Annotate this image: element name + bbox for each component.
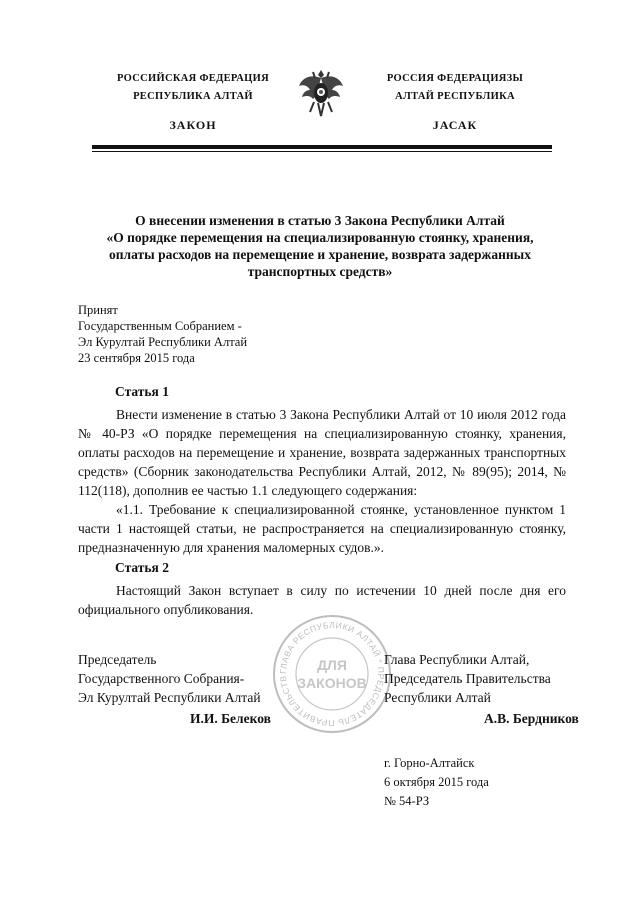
law-title-line4: транспортных средств»: [247, 264, 393, 279]
header-right-kind: ЈАСАК: [432, 118, 478, 132]
stamp-ring-text: ГЛАВА РЕСПУБЛИКИ АЛТАЙ * ПРЕДСЕДАТЕЛЬ ПРАВИТЕЛЬСТВ: [277, 619, 387, 729]
law-title: [60, 212, 580, 280]
stamp-center-top: ДЛЯ: [317, 657, 347, 673]
header-left-kind: ЗАКОН: [169, 118, 217, 132]
article2-heading: Статья 2: [115, 560, 169, 575]
adopted-line2: Государственным Собранием -: [78, 319, 242, 333]
header-rule-thin: [92, 151, 552, 152]
signature-left-name: И.И. Белеков: [190, 711, 271, 726]
place-city: г. Горно-Алтайск: [384, 756, 475, 770]
header-rule-thick: [92, 145, 552, 149]
header-left-line1: РОССИЙСКАЯ ФЕДЕРАЦИЯ: [117, 73, 269, 84]
law-title-line3: оплаты расходов на перемещение и хранение, возврата задержанных: [109, 247, 531, 262]
signature-left-line2: Государственного Собрания-: [78, 671, 245, 686]
stamp-center-bottom: ЗАКОНОВ: [297, 675, 367, 691]
adopted-line1: Принят: [78, 303, 118, 317]
coat-of-arms-icon: [296, 66, 346, 122]
article1-heading: Статья 1: [115, 384, 169, 399]
adopted-line3: Эл Курултай Республики Алтай: [78, 335, 248, 349]
signature-left: [78, 650, 328, 707]
signature-right-line2: Председатель Правительства: [384, 671, 551, 686]
signature-right-line3: Республики Алтай: [384, 690, 491, 705]
signature-right-name: А.В. Бердников: [484, 711, 579, 726]
adopted-line4: 23 сентября 2015 года: [78, 351, 195, 365]
article1-paragraph2: «1.1. Требование к специализированной стоянке, установленное пунктом 1 части 1 настоящей статьи, не распространяется на специализированную стоянку, предназначенную для хранения маломерных судов.».: [78, 502, 566, 555]
header-left-line2: РЕСПУБЛИКА АЛТАЙ: [133, 91, 253, 102]
adopted-block: [78, 302, 338, 366]
place-number: № 54-РЗ: [384, 794, 430, 808]
signature-right-line1: Глава Республики Алтай,: [384, 652, 530, 667]
article2-paragraph1: Настоящий Закон вступает в силу по истечении 10 дней после дня его официального опубликования.: [78, 583, 566, 617]
law-title-line2: «О порядке перемещения на специализированную стоянку, хранения,: [106, 230, 534, 245]
place-block: [384, 754, 584, 811]
article1-paragraph1: Внести изменение в статью 3 Закона Республики Алтай от 10 июля 2012 года № 40-РЗ «О порядке перемещения на специализированную стоянку, хранения, оплаты расходов на перемещение и хранение, возврата задержанных транспортных средств» (Сборник законодательства Республики Алтай, 2012, № 89(95); 2014, № 112(118), дополнив ее частью 1.1 следующего содержания:: [78, 407, 566, 498]
signature-right: [384, 650, 604, 707]
place-date: 6 октября 2015 года: [384, 775, 489, 789]
law-title-line1: О внесении изменения в статью 3 Закона Республики Алтай: [135, 213, 505, 228]
signature-left-line1: Председатель: [78, 652, 157, 667]
header-right-line2: АЛТАЙ РЕСПУБЛИКА: [395, 91, 515, 102]
header-right-line1: РОССИЯ ФЕДЕРАЦИЯЗЫ: [386, 73, 524, 84]
signature-left-line3: Эл Курултай Республики Алтай: [78, 690, 261, 705]
